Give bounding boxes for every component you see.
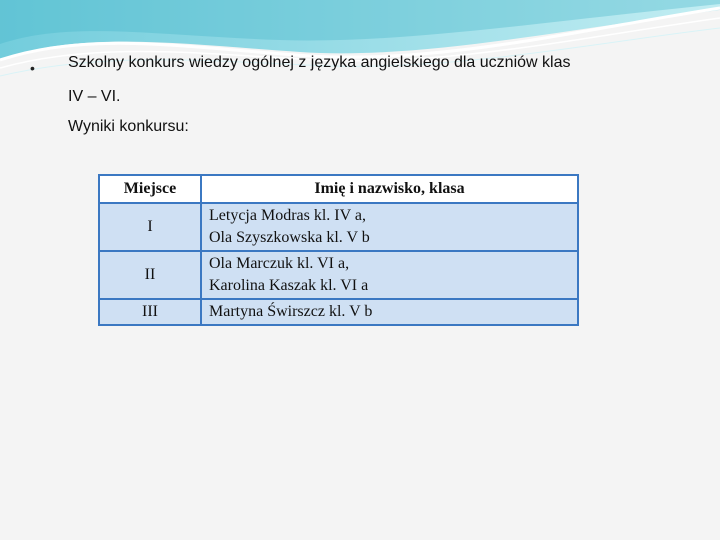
place-cell: I — [99, 203, 201, 251]
participant-name: Karolina Kaszak kl. VI a — [209, 277, 369, 294]
results-label: Wyniki konkursu: — [68, 118, 189, 135]
heading-line-1: Szkolny konkurs wiedzy ogólnej z języka angielskiego dla uczniów klas — [68, 54, 571, 71]
header-name: Imię i nazwisko, klasa — [201, 175, 578, 203]
table-row — [99, 299, 578, 325]
participant-name: Martyna Świrszcz kl. V b — [209, 303, 373, 320]
table-header-row — [99, 175, 578, 203]
participant-name: Letycja Modras kl. IV a, — [209, 207, 366, 224]
participant-name: Ola Szyszkowska kl. V b — [209, 229, 370, 246]
names-cell — [201, 251, 578, 299]
heading-line-2: IV – VI. — [68, 88, 121, 105]
table-row — [99, 251, 578, 299]
place-cell: II — [99, 251, 201, 299]
bullet-point: • — [30, 60, 35, 76]
participant-name: Ola Marczuk kl. VI a, — [209, 255, 350, 272]
place-cell: III — [99, 299, 201, 325]
table-row — [99, 203, 578, 251]
names-cell — [201, 203, 578, 251]
results-table — [98, 174, 579, 326]
names-cell — [201, 299, 578, 325]
header-place: Miejsce — [99, 175, 201, 203]
